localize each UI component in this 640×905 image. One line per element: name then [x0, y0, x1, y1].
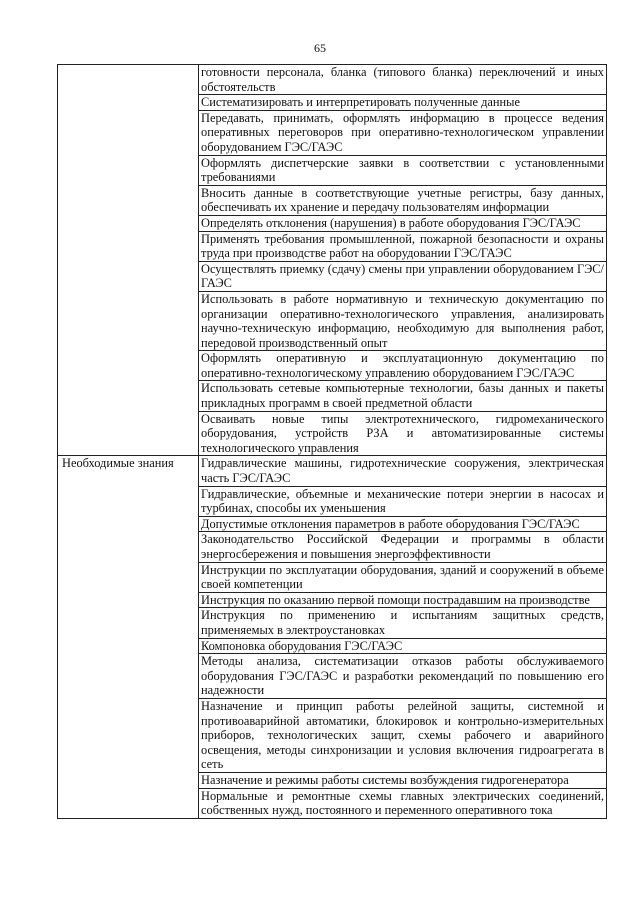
requirement-text: Законодательство Российской Федерации и программы в области энергосбережения и повышения энергоэффективности — [199, 532, 607, 562]
requirement-text: готовности персонала, бланка (типового бланка) переключений и иных обстоятельств — [199, 65, 607, 95]
requirement-text: Вносить данные в соответствующие учетные регистры, базу данных, обеспечивать их хранение и передачу пользователям информации — [199, 185, 607, 215]
requirement-text: Назначение и режимы работы системы возбуждения гидрогенератора — [199, 772, 607, 788]
requirement-text: Назначение и принцип работы релейной защиты, системной и противоаварийной автоматики, блокировок и контрольно-измерительных приборов, технологических защит, схемы рабочего и аварийного освещения, методы синхронизации и условия включения гидроагрегата в сеть — [199, 698, 607, 772]
requirement-text: Применять требования промышленной, пожарной безопасности и охраны труда при производстве работ на оборудовании ГЭС/ГАЭС — [199, 231, 607, 261]
page-number: 65 — [314, 41, 326, 55]
requirement-text: Гидравлические, объемные и механические потери энергии в насосах и турбинах, способы их уменьшения — [199, 486, 607, 516]
section-label: Необходимые знания — [62, 456, 174, 471]
requirement-text: Инструкции по эксплуатации оборудования, зданий и сооружений в объеме своей компетенции — [199, 562, 607, 592]
competency-table — [57, 64, 607, 819]
requirement-text: Методы анализа, систематизации отказов работы обслуживаемого оборудования ГЭС/ГАЭС и разработки рекомендаций по повышению его надежности — [199, 654, 607, 699]
table-row — [58, 456, 607, 486]
requirement-text: Допустимые отклонения параметров в работе оборудования ГЭС/ГАЭС — [199, 516, 607, 532]
requirement-text: Систематизировать и интерпретировать полученные данные — [199, 95, 607, 111]
requirement-text: Компоновка оборудования ГЭС/ГАЭС — [199, 638, 607, 654]
section-label-cell — [58, 456, 199, 818]
requirement-text: Осваивать новые типы электротехнического, гидромеханического оборудования, устройств РЗА и автоматизированные системы технологического управления — [199, 411, 607, 456]
requirement-text: Инструкция по оказанию первой помощи пострадавшим на производстве — [199, 592, 607, 608]
section-label-cell — [58, 65, 199, 456]
table-row — [58, 65, 607, 95]
requirement-text: Использовать сетевые компьютерные технологии, базы данных и пакеты прикладных программ в своей предметной области — [199, 381, 607, 411]
requirement-text: Определять отклонения (нарушения) в работе оборудования ГЭС/ГАЭС — [199, 215, 607, 231]
requirement-text: Оформлять оперативную и эксплуатационную документацию по оперативно-технологическому управлению оборудованием ГЭС/ГАЭС — [199, 351, 607, 381]
requirement-text: Инструкция по применению и испытаниям защитных средств, применяемых в электроустановках — [199, 608, 607, 638]
requirement-text: Передавать, принимать, оформлять информацию в процессе ведения оперативных переговоров при оперативно-технологическом управлении оборудованием ГЭС/ГАЭС — [199, 110, 607, 155]
table-body — [58, 65, 607, 819]
requirement-text: Гидравлические машины, гидротехнические сооружения, электрическая часть ГЭС/ГАЭС — [199, 456, 607, 486]
requirement-text: Оформлять диспетчерские заявки в соответствии с установленными требованиями — [199, 155, 607, 185]
requirement-text: Нормальные и ремонтные схемы главных электрических соединений, собственных нужд, постоянного и переменного оперативного тока — [199, 788, 607, 818]
requirement-text: Осуществлять приемку (сдачу) смены при управлении оборудованием ГЭС/ГАЭС — [199, 261, 607, 291]
requirement-text: Использовать в работе нормативную и техническую документацию по организации оперативно-технологического управления, анализировать научно-техническую информацию, необходимую для выполнения работ, передовой производственный опыт — [199, 291, 607, 350]
